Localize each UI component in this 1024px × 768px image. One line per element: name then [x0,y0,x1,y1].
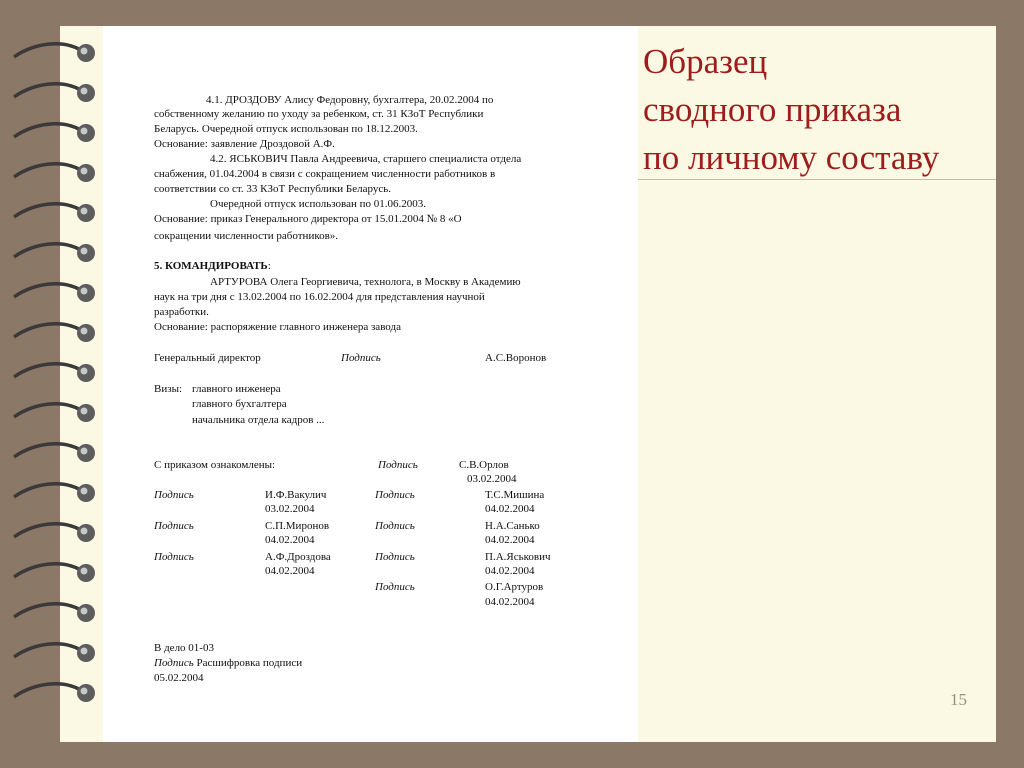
ack-label: С приказом ознакомлены: [154,459,276,471]
binding-ring-icon [0,75,110,115]
ack-name: П.А.Яськович [485,551,551,563]
binding-ring-icon [0,435,110,475]
ack-first-date: 03.02.2004 [467,473,517,485]
file-signature: Подпись [154,657,194,669]
p41-line-1: 4.1. ДРОЗДОВУ Алису Федоровну, бухгалтера, 20.02.2004 по [206,94,494,106]
p41-line-4: Основание: заявление Дроздовой А.Ф. [154,138,335,150]
binding-ring-icon [0,275,110,315]
ack-date: 04.02.2004 [485,596,535,608]
slide-title-line-2: сводного приказа [643,90,902,129]
binding-ring-icon [0,115,110,155]
p5-heading-text: 5. КОМАНДИРОВАТЬ [154,260,268,272]
file-line: В дело 01-03 [154,642,214,654]
director-signature: Подпись [341,352,381,364]
ack-name: С.П.Миронов [265,520,330,532]
ack-signature: Подпись [154,551,194,563]
ack-name: Т.С.Мишина [485,489,545,501]
director-position: Генеральный директор [154,352,261,364]
ack-name: А.Ф.Дроздова [265,551,331,563]
binding-ring-icon [0,395,110,435]
p5-heading-colon: : [267,260,271,272]
ack-signature: Подпись [154,520,194,532]
p42-line-2: снабжения, 01.04.2004 в связи с сокращением численности работников в [154,168,496,180]
page-number: 15 [950,690,967,709]
ack-name: Н.А.Санько [485,520,540,532]
ack-date: 04.02.2004 [485,534,535,546]
ack-date: 04.02.2004 [485,503,535,515]
ack-signature: Подпись [375,489,415,501]
ack-date: 03.02.2004 [265,503,315,515]
visa-line-1: главного инженера [192,383,281,395]
file-signature-decode: Расшифровка подписи [196,657,303,669]
ack-first-name: С.В.Орлов [459,459,509,471]
ack-date: 04.02.2004 [265,534,315,546]
p42-line-5: Основание: приказ Генерального директора от 15.01.2004 № 8 «О [154,213,462,225]
binding-ring-icon [0,555,110,595]
p41-line-2: собственному желанию по уходу за ребенком, ст. 31 КЗоТ Республики [154,108,484,120]
binding-ring-icon [0,315,110,355]
slide-title-line-1: Образец [643,42,768,81]
p42-line-4: Очередной отпуск использован по 01.06.2003. [210,198,426,210]
file-signature-line [154,656,302,670]
p5-heading [154,259,271,273]
binding-ring-icon [0,155,110,195]
binding-ring-icon [0,355,110,395]
slide-title-line-3: по личному составу [643,138,940,177]
visa-line-2: главного бухгалтера [192,398,287,410]
binding-ring-icon [0,195,110,235]
binding-ring-icon [0,235,110,275]
p42-line-6: сокращении численности работников». [154,230,339,242]
p5-line-1: АРТУРОВА Олега Георгиевича, технолога, в Москву в Академию [210,276,521,288]
binding-ring-icon [0,595,110,635]
ack-date: 04.02.2004 [485,565,535,577]
director-name: А.С.Воронов [485,352,547,364]
p42-line-1: 4.2. ЯСЬКОВИЧ Павла Андреевича, старшего специалиста отдела [210,153,522,165]
binding-ring-icon [0,35,110,75]
title-underline [638,179,996,180]
ack-signature: Подпись [375,520,415,532]
binding-ring-icon [0,475,110,515]
visas-label: Визы: [154,383,183,395]
p5-line-2: наук на три дня с 13.02.2004 по 16.02.2004 для представления научной [154,291,485,303]
binding-ring-icon [0,515,110,555]
file-date: 05.02.2004 [154,672,204,684]
ack-signature: Подпись [154,489,194,501]
ack-name: И.Ф.Вакулич [265,489,327,501]
p5-line-3: разработки. [154,306,209,318]
binding-ring-icon [0,635,110,675]
ack-name: О.Г.Артуров [485,581,544,593]
p41-line-3: Беларусь. Очередной отпуск использован по 18.12.2003. [154,123,418,135]
binding-ring-icon [0,675,110,715]
ack-signature: Подпись [375,581,415,593]
p42-line-3: соответствии со ст. 33 КЗоТ Республики Беларусь. [154,183,391,195]
ack-signature: Подпись [375,551,415,563]
visa-line-3: начальника отдела кадров ... [192,414,325,426]
ack-date: 04.02.2004 [265,565,315,577]
ack-first-signature: Подпись [378,459,418,471]
p5-line-4: Основание: распоряжение главного инженера завода [154,321,401,333]
